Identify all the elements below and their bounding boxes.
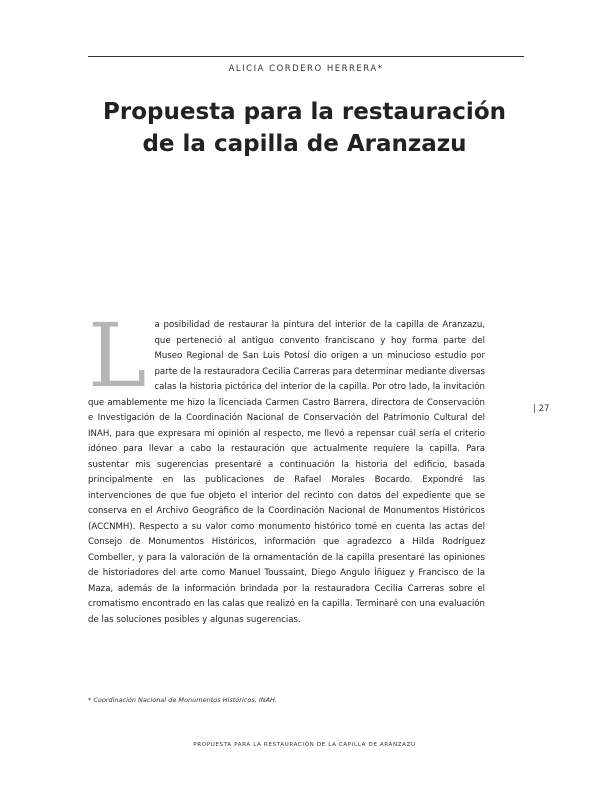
- article-title: [60, 96, 549, 160]
- body-text: a posibilidad de restaurar la pintura del interior de la capilla de Aranzazu, que perteneció al antiguo convento franciscano y hoy forma parte del Museo Regional de San Luis Potosí dio origen a un minucioso estudio por parte de la restauradora Cecilia Carreras para determinar mediante diversas calas la historia pictórica del interior de la capilla. Por otro lado, la invitación que amablemente me hizo la licenciada Carmen Castro Barrera, directora de Conservación e Investigación de la Coordinación Nacional de Conservación del Patrimonio Cultural del INAH, para que expresara mi opinión al respecto, me llevó a repensar cuál sería el criterio idóneo para llevar a cabo la restauración que actualmente requiere la capilla. Para sustentar mis sugerencias presentaré a continuación la historia del edificio, basada principalmente en las publicaciones de Rafael Morales Bocardo. Expondré las intervenciones de que fue objeto el interior del recinto con datos del expediente que se conserva en el Archivo Geográfico de la Coordinación Nacional de Monumentos Históricos (ACCNMH). Respecto a su valor como monumento histórico tomé en cuenta las actas del Consejo de Monumentos Históricos, información que agradezco a Hilda Rodríguez Combeller, y para la valoración de la ornamentación de la capilla presentaré las opiniones de historiadores del arte como Manuel Toussaint, Diego Angulo Íñiguez y Francisco de la Maza, además de la información brindada por la restauradora Cecilia Carreras sobre el cromatismo encontrado en las calas que realizó en la capilla. Terminaré con una evaluación de las soluciones posibles y algunas sugerencias.: [88, 320, 485, 625]
- title-line-1: Propuesta para la restauración: [103, 99, 506, 125]
- running-footer: PROPUESTA PARA LA RESTAURACIÓN DE LA CAPILLA DE ARANZAZU: [193, 742, 416, 748]
- footnote: * Coordinación Nacional de Monumentos Históricos, INAH.: [88, 696, 278, 704]
- title-line-2: de la capilla de Aranzazu: [142, 131, 467, 157]
- header-rule: [88, 56, 524, 57]
- drop-cap: L: [88, 304, 147, 407]
- page-number: | 27: [533, 404, 550, 414]
- author-name: ALICIA CORDERO HERRERA*: [228, 64, 384, 74]
- body-paragraph: [88, 304, 485, 628]
